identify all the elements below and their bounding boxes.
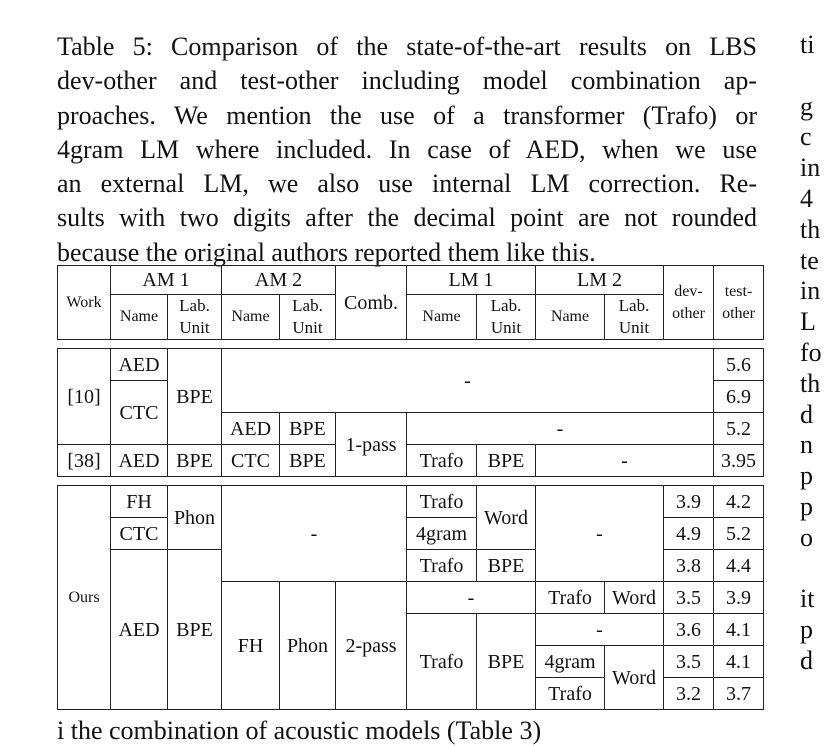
header-am1: AM 1 — [111, 266, 222, 295]
empty-cell: - — [407, 582, 536, 614]
text-fragment: it — [800, 584, 815, 614]
table-row — [58, 486, 764, 518]
caption-line: sults with two digits after the decimal point are not rounded — [57, 203, 757, 233]
am1-name: CTC — [111, 381, 168, 445]
work-cell: [38] — [58, 445, 111, 477]
am1-name: AED — [111, 349, 168, 381]
am1-unit: Phon — [168, 486, 222, 550]
empty-cell: - — [536, 445, 714, 477]
header-lab-unit: Lab. Unit — [477, 295, 536, 340]
test-other-value: 5.2 — [714, 413, 764, 445]
empty-cell: - — [222, 486, 407, 582]
dev-other-value: 3.9 — [664, 486, 714, 518]
text-fragment: d — [800, 645, 813, 675]
text-fragment: p — [800, 461, 813, 491]
am1-unit: BPE — [168, 349, 222, 445]
caption-line: 4gram LM where included. In case of AED, when we use — [57, 134, 757, 164]
lm1-name: 4gram — [407, 518, 477, 550]
dev-other-value: 3.6 — [664, 614, 714, 646]
lm1-name: Trafo — [407, 486, 477, 518]
text-fragment: g — [800, 91, 813, 121]
lm1-name: Trafo — [407, 550, 477, 582]
separator — [58, 477, 764, 486]
text-fragment: d — [800, 399, 813, 429]
empty-cell: - — [407, 413, 714, 445]
am1-name: FH — [111, 486, 168, 518]
work-cell: Ours — [58, 486, 111, 710]
am2-name: FH — [222, 582, 280, 710]
text-fragment: in — [800, 276, 821, 306]
lm1-unit: BPE — [477, 614, 536, 710]
empty-cell: - — [536, 614, 664, 646]
lm2-unit: Word — [605, 646, 664, 710]
empty-cell: - — [536, 486, 664, 582]
test-other-value: 4.1 — [714, 646, 764, 678]
empty-cell: - — [222, 349, 714, 413]
work-cell: [10] — [58, 349, 111, 445]
test-other-value: 3.95 — [714, 445, 764, 477]
lm2-name: Trafo — [536, 678, 605, 710]
table-row — [58, 445, 764, 477]
header-dev-other: dev-other — [664, 266, 714, 340]
test-other-value: 5.2 — [714, 518, 764, 550]
text-fragment: th — [800, 368, 821, 398]
header-subrow — [58, 295, 764, 340]
test-other-value: 6.9 — [714, 381, 764, 413]
results-table — [57, 265, 764, 710]
lm1-unit: Word — [477, 486, 536, 550]
test-other-value: 3.7 — [714, 678, 764, 710]
lm2-unit: Word — [605, 582, 664, 614]
table-caption — [57, 30, 757, 270]
text-fragment: th — [800, 214, 821, 244]
text-fragment: te — [800, 245, 819, 275]
am1-name: AED — [111, 550, 168, 710]
text-fragment — [800, 554, 830, 585]
am1-unit: BPE — [168, 550, 222, 710]
am2-name: AED — [222, 413, 280, 445]
am2-unit: BPE — [280, 413, 336, 445]
text-fragment: ti — [800, 30, 815, 59]
am2-unit: BPE — [280, 445, 336, 477]
test-other-value: 3.9 — [714, 582, 764, 614]
am2-name: CTC — [222, 445, 280, 477]
header-comb: Comb. — [336, 266, 407, 340]
dev-other-value: 3.8 — [664, 550, 714, 582]
am2-unit: Phon — [280, 582, 336, 710]
lm1-name: Trafo — [407, 445, 477, 477]
text-fragment: in — [800, 153, 821, 183]
text-fragment — [800, 61, 830, 92]
text-fragment: p — [800, 491, 813, 521]
header-am2: AM 2 — [222, 266, 336, 295]
header-lab-unit: Lab. Unit — [168, 295, 222, 340]
text-fragment: n — [800, 430, 813, 460]
header-name: Name — [111, 295, 168, 340]
test-other-value: 4.4 — [714, 550, 764, 582]
header-name: Name — [407, 295, 477, 340]
header-work: Work — [58, 266, 111, 340]
header-name: Name — [222, 295, 280, 340]
lm2-name: 4gram — [536, 646, 605, 678]
separator — [58, 340, 764, 349]
dev-other-value: 3.5 — [664, 582, 714, 614]
caption-line: because the original authors reported them like this. — [57, 237, 596, 267]
text-fragment: fo — [800, 337, 822, 367]
am1-unit: BPE — [168, 445, 222, 477]
caption-line: dev-other and test-other including model combination ap- — [57, 66, 757, 96]
lm1-name: Trafo — [407, 614, 477, 710]
test-other-value: 4.1 — [714, 614, 764, 646]
comb-cell: 1-pass — [336, 413, 407, 477]
caption-line: Table 5: Comparison of the state-of-the-art results on LBS — [57, 32, 757, 61]
right-column-text — [800, 30, 830, 677]
header-row — [58, 266, 764, 295]
text-fragment: L — [800, 307, 816, 337]
test-other-value: 4.2 — [714, 486, 764, 518]
am1-name: AED — [111, 445, 168, 477]
text-fragment: p — [800, 615, 813, 645]
header-lab-unit: Lab. Unit — [605, 295, 664, 340]
lm2-name: Trafo — [536, 582, 605, 614]
dev-other-value: 3.2 — [664, 678, 714, 710]
header-lm1: LM 1 — [407, 266, 536, 295]
test-other-value: 5.6 — [714, 349, 764, 381]
comb-cell: 2-pass — [336, 582, 407, 710]
header-lab-unit: Lab. Unit — [280, 295, 336, 340]
dev-other-value: 3.5 — [664, 646, 714, 678]
lm1-unit: BPE — [477, 550, 536, 582]
am1-name: CTC — [111, 518, 168, 550]
header-name: Name — [536, 295, 605, 340]
caption-line: proaches. We mention the use of a transformer (Trafo) or — [57, 100, 757, 130]
header-test-other: test-other — [714, 266, 764, 340]
text-fragment: c — [800, 122, 812, 152]
table-row — [58, 349, 764, 381]
clipped-body-text: i the combination of acoustic models (Table 3) — [57, 716, 542, 745]
caption-line: an external LM, we also use internal LM correction. Re- — [57, 169, 757, 199]
text-fragment: o — [800, 522, 813, 552]
header-lm2: LM 2 — [536, 266, 664, 295]
dev-other-value: 4.9 — [664, 518, 714, 550]
text-fragment: 4 — [800, 183, 813, 213]
lm1-unit: BPE — [477, 445, 536, 477]
